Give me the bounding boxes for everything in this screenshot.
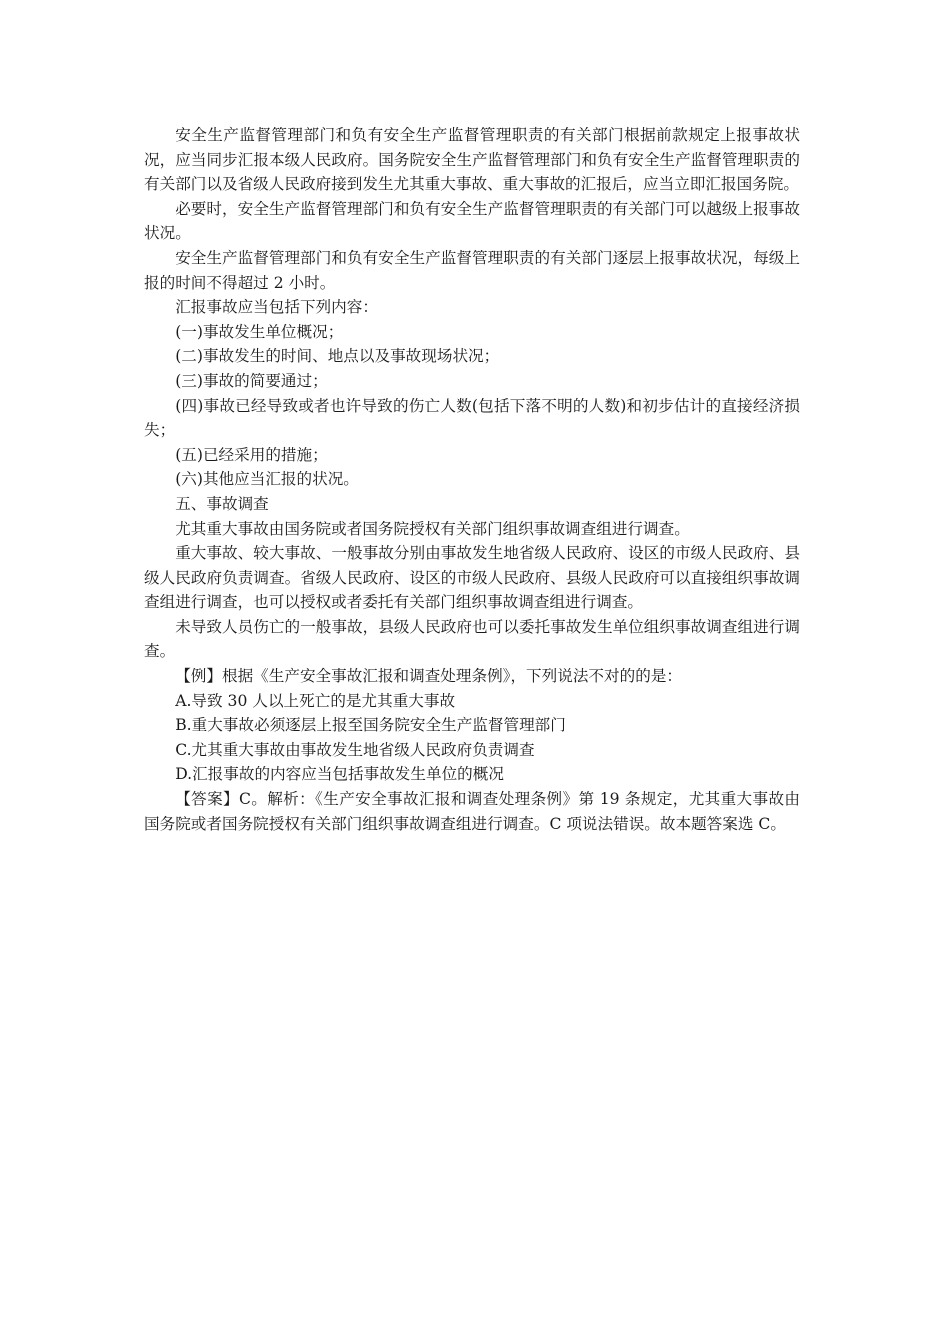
list-item-5: (五)已经采用的措施； — [175, 445, 328, 464]
paragraph-no-casualty-investigation: 未导致人员伤亡的一般事故，县级人民政府也可以委托事故发生单位组织事故调查组进行调查。 — [144, 617, 800, 661]
list-item-4: (四)事故已经导致或者也许导致的伤亡人数(包括下落不明的人数)和初步估计的直接经济损失； — [144, 396, 800, 440]
list-item-3: (三)事故的简要通过； — [175, 371, 328, 390]
option-b: B.重大事故必须逐层上报至国务院安全生产监督管理部门 — [175, 716, 566, 735]
list-item-1: (一)事故发生单位概况； — [175, 322, 344, 341]
list-item-6: (六)其他应当汇报的状况。 — [175, 470, 359, 489]
paragraph-reporting-time-limit: 安全生产监督管理部门和负有安全生产监督管理职责的有关部门逐层上报事故状况，每级上报的时间不得超过 2 小时。 — [144, 248, 800, 292]
answer-explanation: 【答案】C。解析：《生产安全事故汇报和调查处理条例》第 19 条规定，尤其重大事故由国务院或者国务院授权有关部门组织事故调查组进行调查。C 项说法错误。故本题答案选 C。 — [144, 790, 800, 833]
option-a: A.导致 30 人以上死亡的是尤其重大事故 — [175, 691, 456, 710]
paragraph-reporting-to-government: 安全生产监督管理部门和负有安全生产监督管理职责的有关部门根据前款规定上报事故状况，应当同步汇报本级人民政府。国务院安全生产监督管理部门和负有安全生产监督管理职责的有关部门以及省级人民政府接到发生尤其重大事故、重大事故的汇报后，应当立即汇报国务院。 — [144, 126, 800, 194]
option-c: C.尤其重大事故由事故发生地省级人民政府负责调查 — [175, 740, 535, 759]
example-question: 【例】根据《生产安全事故汇报和调查处理条例》，下列说法不对的的是： — [175, 667, 682, 686]
paragraph-major-investigation: 重大事故、较大事故、一般事故分别由事故发生地省级人民政府、设区的市级人民政府、县级人民政府负责调查。省级人民政府、设区的市级人民政府、县级人民政府可以直接组织事故调查组进行调查，也可以授权或者委托有关部门组织事故调查组进行调查。 — [144, 544, 800, 612]
paragraph-report-contents-intro: 汇报事故应当包括下列内容： — [175, 298, 378, 317]
paragraph-especially-major-investigation: 尤其重大事故由国务院或者国务院授权有关部门组织事故调查组进行调查。 — [175, 519, 690, 538]
document-body — [144, 123, 800, 836]
list-item-2: (二)事故发生的时间、地点以及事故现场状况； — [175, 347, 500, 366]
option-d: D.汇报事故的内容应当包括事故发生单位的概况 — [175, 765, 504, 784]
paragraph-skip-level-reporting: 必要时，安全生产监督管理部门和负有安全生产监督管理职责的有关部门可以越级上报事故状况。 — [144, 199, 800, 243]
section-heading-accident-investigation: 五、事故调查 — [175, 494, 269, 513]
